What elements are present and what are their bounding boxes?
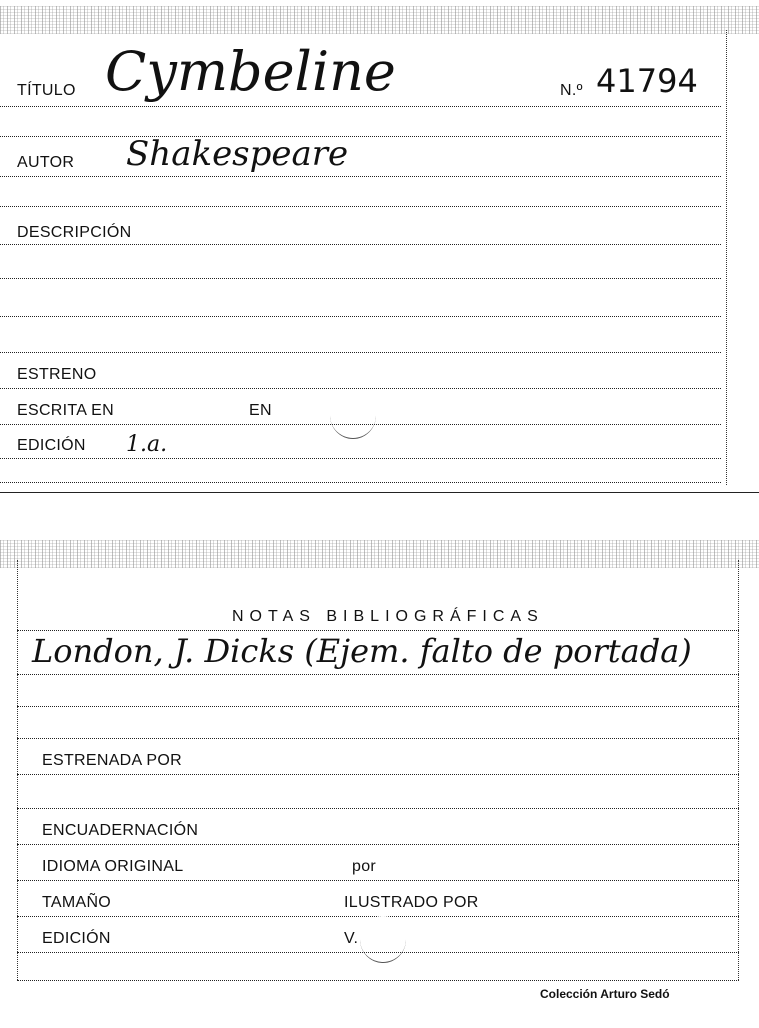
edicion-rule xyxy=(0,458,721,459)
bottom-rule xyxy=(0,482,721,483)
idioma-original-label: IDIOMA ORIGINAL xyxy=(42,858,184,875)
edicion-rule xyxy=(17,952,739,953)
notas-rule-3 xyxy=(17,706,739,707)
notas-value: London, J. Dicks (Ejem. falto de portada) xyxy=(32,632,692,670)
edicion-label: EDICIÓN xyxy=(17,437,86,454)
notas-rule-4 xyxy=(17,738,739,739)
descripcion-rule xyxy=(0,244,721,245)
en-label: EN xyxy=(249,402,272,419)
autor-rule xyxy=(0,176,721,177)
titulo-rule xyxy=(0,106,721,107)
ilustrado-por-label: ILUSTRADO POR xyxy=(344,894,479,911)
notas-rule xyxy=(17,630,739,631)
encuadernacion-label: ENCUADERNACIÓN xyxy=(42,822,199,839)
descripcion-label: DESCRIPCIÓN xyxy=(17,224,132,241)
edicion-label: EDICIÓN xyxy=(42,930,111,947)
escrita-rule xyxy=(0,424,721,425)
notas-rule-2 xyxy=(17,674,739,675)
catalog-card-back xyxy=(0,540,759,1010)
numero-value: 41794 xyxy=(596,62,698,100)
encuadernacion-rule xyxy=(17,844,739,845)
bottom-rule xyxy=(17,980,739,981)
card-front-bottom-edge xyxy=(0,492,759,493)
edicion-value: 1.a. xyxy=(126,432,168,457)
tamano-label: TAMAÑO xyxy=(42,894,112,911)
escrita-en-label: ESCRITA EN xyxy=(17,402,114,419)
coleccion-footer: Colección Arturo Sedó xyxy=(540,987,670,1001)
estreno-rule xyxy=(0,388,721,389)
titulo-value: Cymbeline xyxy=(105,40,396,103)
catalog-card-front xyxy=(0,0,759,495)
descripcion-rule-2 xyxy=(0,278,721,279)
spacer-rule xyxy=(0,206,721,207)
autor-label: AUTOR xyxy=(17,154,75,171)
por-label: por xyxy=(352,858,377,875)
paper-blot xyxy=(360,916,406,963)
estreno-label: ESTRENO xyxy=(17,366,97,383)
numero-label: N.º xyxy=(560,82,583,99)
idioma-rule xyxy=(17,880,739,881)
descripcion-rule-3 xyxy=(0,316,721,317)
descripcion-rule-4 xyxy=(0,352,721,353)
notas-title: NOTAS BIBLIOGRÁFICAS xyxy=(232,608,544,625)
v-label: V. xyxy=(344,930,359,947)
spacer-rule xyxy=(17,808,739,809)
titulo-label: TÍTULO xyxy=(17,82,76,99)
card-right-edge xyxy=(726,30,727,485)
card-top-edge-texture xyxy=(0,6,759,34)
spacer-rule xyxy=(0,136,721,137)
card-top-edge-texture xyxy=(0,540,759,568)
estrenada-rule xyxy=(17,774,739,775)
autor-value: Shakespeare xyxy=(126,134,349,174)
paper-blot xyxy=(330,392,376,439)
estrenada-por-label: ESTRENADA POR xyxy=(42,752,182,769)
card-right-edge xyxy=(738,560,739,980)
card-left-edge xyxy=(17,560,18,980)
